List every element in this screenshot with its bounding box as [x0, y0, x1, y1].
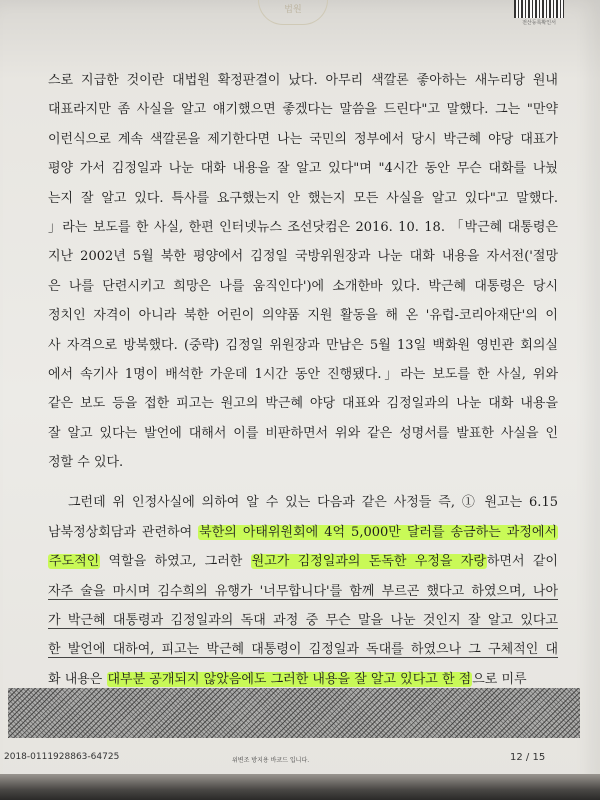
highlighted-text: 대부분 공개되지 않았음에도 그러한 내용을 잘 알고 있다고 한 점 — [107, 671, 472, 687]
highlighted-text: 북한의 아태위원회에 4억 5,000만 달러를 송금하는 과정에서 — [199, 524, 558, 540]
court-seal: 법원 — [258, 0, 328, 25]
barcode-note: 위변조 방지용 바코드 입니다. — [232, 757, 310, 764]
text-line: 평양 가서 김정일과 나눈 대화 내용을 잘 알고 있다"며 "4시간 동안 무슨 대화를 나눴 — [48, 161, 558, 177]
text-line: 정치인 자격이 아니라 북한 어린이 의약품 지원 활동을 해 온 '유럽-코리아재단'의 이 — [48, 308, 558, 324]
text-line: 」라는 보도를 한 사실, 한편 인터넷뉴스 조선닷컴은 2016. 10. 18. 「박근혜 대통령은 — [48, 219, 558, 235]
text-line: 대표라지만 좀 사실을 알고 얘기했으면 좋겠다는 말씀을 드린다"고 말했다. 그는 "만약 — [48, 102, 558, 118]
text-line: 잘 알고 있다는 발언에 대해서 이를 비판하면서 위와 같은 성명서를 발표한 사실을 인 — [48, 425, 558, 441]
text-segment: 으로 미루 — [472, 671, 527, 687]
text-line: 는지 잘 알고 있다. 특사를 요구했는지 안 했는지 모든 사실을 알고 있다"고 말했다. — [48, 190, 558, 206]
qr-caption: 전산등록확인서 — [522, 20, 556, 26]
underlined-text: 한 발언에 대하여, 피고는 박근혜 대통령이 김정일과 독대를 하였으나 그 구체적인 대 — [48, 642, 558, 658]
text-line — [48, 518, 558, 547]
document-body — [48, 66, 558, 694]
document-id: 2018-0111928863-64725 — [4, 752, 120, 762]
text-line: 사 자격으로 방북했다. (중략) 김정일 위원장과 만남은 5월 13일 백화원 영빈관 회의실 — [48, 337, 558, 353]
text-line: 스로 지급한 것이란 대법원 확정판결이 났다. 아무리 색깔론 좋아하는 새누리당 원내 — [48, 73, 558, 88]
text-line: 지난 2002년 5월 북한 평양에서 김정일 국방위원장과 나눈 대화 내용을 자서전('절망 — [48, 249, 558, 265]
text-segment: 남북정상회담과 관련하여 — [48, 524, 199, 540]
text-line: 그런데 위 인정사실에 의하여 알 수 있는 다음과 같은 사정들 즉, ① 원고는 6.15 — [68, 495, 558, 511]
underlined-text: 가 박근혜 대통령과 김정일과의 독대 과정 중 무슨 말을 나눈 것인지 잘 알고 있다고 — [48, 613, 558, 629]
highlighted-text: 주도적인 — [49, 554, 100, 570]
text-line — [48, 577, 558, 606]
barcode-band — [8, 688, 580, 738]
page-edge — [0, 774, 600, 800]
text-line: 은 나를 단련시키고 희망은 나를 움직인다')에 소개한바 있다. 박근혜 대통령은 당시 — [48, 278, 558, 294]
text-segment: 화 내용은 — [48, 671, 107, 687]
text-line: 에서 속기사 1명이 배석한 가운데 1시간 동안 진행됐다.」라는 보도를 한 사실, 위와 — [48, 366, 558, 382]
text-segment: 하면서 같이 — [486, 554, 558, 570]
text-line: 이런식으로 계속 색깔론을 제기한다면 나는 국민의 정부에서 당시 박근혜 야당 대표가 — [48, 131, 558, 147]
qr-code — [514, 0, 564, 18]
text-line — [48, 635, 558, 664]
text-line — [48, 547, 558, 576]
text-line: 정할 수 있다. — [48, 455, 124, 471]
text-line: 같은 보도 등을 접한 피고는 원고의 박근혜 야당 대표와 김정일과의 나눈 대화 내용을 — [48, 396, 558, 412]
underlined-text: 자주 술을 마시며 김수희의 유행가 '너무합니다'를 함께 부르곤 했다고 하였으며, 나아 — [48, 583, 558, 599]
highlighted-text: 원고가 김정일과의 돈독한 우정을 자랑 — [251, 554, 486, 570]
page-number: 12 / 15 — [510, 752, 546, 763]
text-segment: 역할을 하였고, 그러한 — [100, 554, 251, 570]
text-line — [48, 606, 558, 635]
